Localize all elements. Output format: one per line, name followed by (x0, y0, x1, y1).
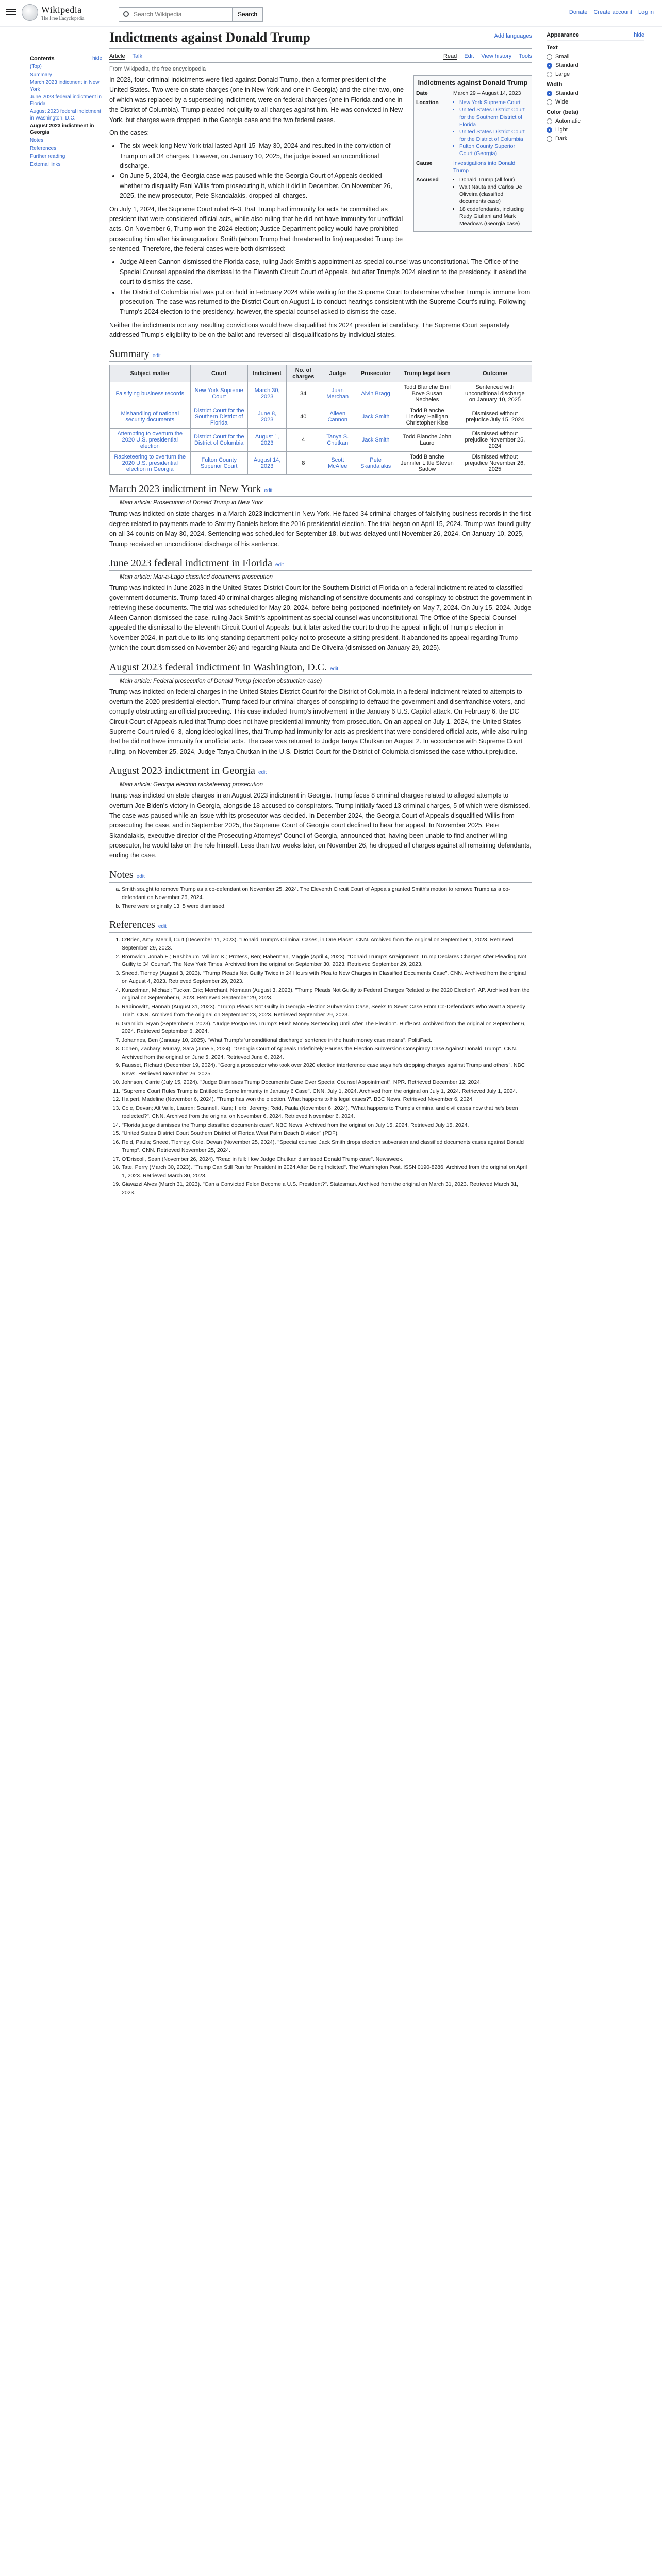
color-option-label: Automatic (555, 118, 581, 124)
color-option[interactable] (547, 118, 644, 124)
text-size-option[interactable] (547, 71, 644, 77)
table-cell: Fulton County Superior Court (190, 452, 247, 475)
section-paragraph: Trump was indicted in June 2023 in the United States District Court for the Southern District of Florida on a federal indictment related to classified government documents. Trump faced 40 criminal charges alleging mishandling of sensitive documents and conspiracy to obstruct the government in retrieving these documents. The trial was scheduled for May 20, 2024, before being postponed indefinitely on May 7, 2024. On July 15, 2024, Judge Aileen Cannon dismissed the case, ruling Jack Smith's appointment as special counsel was unconstitutional. The Office of the Special Counsel appealed the dismissal to the Eleventh Circuit Court of Appeals, but it later asked the court to drop the appeal in light of Trump's election in November 2024, in part due to its long-standing department policy not to prosecute a sitting president. It abandoned its appeal regarding Trump (which the court dismissed on November 26) and regarding Nauta and De Oliveira (dismissed on January 29, 2025). (109, 584, 532, 652)
table-row (110, 382, 532, 405)
reference-item: 1. O'Brien, Amy; Merrill, Curt (December 11, 2023). "Donald Trump's Criminal Cases, in One Place". CNN. Archived from the original on September 1, 2023. Retrieved September 29, 2023. (122, 936, 532, 953)
section-heading-text: June 2023 federal indictment in Florida (109, 557, 273, 569)
from-wikipedia: From Wikipedia, the free encyclopedia (109, 66, 206, 72)
table-cell: Pete Skandalakis (355, 452, 396, 475)
table-cell: 34 (287, 382, 320, 405)
table-cell: Falsifying business records (110, 382, 191, 405)
notes-list (109, 886, 532, 911)
reference-item: 8. Cohen, Zachary; Murray, Sara (June 5, 2024). "Georgia Court of Appeals Indefinitely Pauses the Election Subversion Conspiracy Case Against Donald Trump". CNN. Archived from the original on June 5, 2024. Retrieved June 6, 2024. (122, 1045, 532, 1062)
reference-item: 17. O'Driscoll, Sean (November 26, 2024). "Read in full: How Judge Chutkan dismissed Donald Trump case". Newsweek. (122, 1156, 532, 1164)
section-heading (109, 557, 532, 571)
color-option-label: Light (555, 127, 568, 133)
section-heading-text: August 2023 indictment in Georgia (109, 765, 255, 777)
width-option[interactable] (547, 90, 644, 96)
intro-paragraph: On the cases: (109, 129, 150, 137)
tab-tools[interactable]: Tools (519, 53, 532, 59)
toc-item[interactable]: References (30, 145, 57, 151)
section-paragraph: Trump was indicted on state charges in an August 2023 indictment in Georgia. Trump faces 8 criminal charges related to alleged attempts to overturn Joe Biden's victory in Georgia, alongside 18 accused co-conspirators. Trump initially faced 13 criminal charges, 5 of which were dismissed. The case was paused while an issue with its prosecutor was decided. In December 2024, the Georgia Court of Appeals disqualified Willis from prosecuting the case, and in September 2025, the Supreme Court of Georgia court declined to hear her appeal. In November 2025, Pete Skandalakis, executive director of the Prosecuting Attorneys' Council of Georgia, announced that, having been unable to find another willing prosecutor, he would take on the role himself. Less than two weeks later, on November 26, he dropped all charges against all remaining defendants, ending the case. (109, 792, 532, 859)
reference-item: 2. Bromwich, Jonah E.; Rashbaum, William K.; Protess, Ben; Haberman, Maggie (April 4, 2023). "Donald Trump's Arraignment: Trump Declares Charges After Pleading Not Guilty to 34 Counts". The New York Times. Archived from the original on September 30, 2023. Retrieved September 29, 2023. (122, 953, 532, 970)
section-paragraph: Trump was indicted on state charges in a March 2023 indictment in New York. He faced 34 criminal charges of falsifying business records in the first degree related to payments made to Stormy Daniels before the 2016 presidential election. The trial began on April 15, 2024. Trump was found guilty on all 34 counts on May 30, 2024. Sentencing was scheduled for September 18, but was delayed until November 26, 2024. On January 10, 2025, Trump received an unconditional discharge of his sentence. (109, 510, 531, 548)
table-cell: Juan Merchan (320, 382, 355, 405)
table-cell: Alvin Bragg (355, 382, 396, 405)
tab-read[interactable]: Read (443, 53, 457, 59)
toc-item[interactable]: August 2023 indictment in Georgia (30, 123, 94, 135)
color-option[interactable] (547, 127, 644, 133)
table-cell: District Court for the Southern District of Florida (190, 405, 247, 429)
table-header-row (110, 365, 532, 382)
infobox-locations (459, 99, 529, 157)
appearance-hide-button[interactable]: hide (634, 32, 644, 38)
table-cell: Dismissed without prejudice November 26, 2025 (458, 452, 532, 475)
width-label: Width (547, 81, 562, 88)
width-option-label: Standard (555, 90, 578, 96)
color-option-label: Dark (555, 135, 568, 142)
reference-item: 6. Gramlich, Ryan (September 6, 2023). "Judge Postpones Trump's Hush Money Sentencing Until After The Election". HuffPost. Archived from the original on September 6, 2024. Retrieved September 6, 2024. (122, 1020, 532, 1037)
text-size-option[interactable] (547, 62, 644, 69)
table-cell: Racketeering to overturn the 2020 U.S. presidential election in Georgia (110, 452, 191, 475)
list-item: • Judge Aileen Cannon dismissed the Florida case, ruling Jack Smith's appointment as special counsel was unconstitutional. The Office of the Special Counsel appealed the dismissal to the Eleventh Circuit Court of Appeals, but after Trump's 2024 election to the presidency, it asked the court to dismiss the case. (120, 257, 532, 287)
edit-section-link[interactable]: edit (329, 666, 338, 672)
table-row (110, 452, 532, 475)
table-cell: District Court for the District of Columbia (190, 429, 247, 452)
note-item: b. There were originally 13, 5 were dismissed. (122, 903, 532, 911)
list-item: • The six-week-long New York trial lasted April 15–May 30, 2024 and resulted in the conviction of Trump on all 34 charges. However, on January 10, 2025, the judge issued an unconditional discharge. (120, 141, 532, 171)
edit-section-link[interactable]: edit (136, 873, 145, 879)
edit-section-link[interactable]: edit (275, 562, 284, 568)
toc-item[interactable]: (Top) (30, 64, 42, 70)
text-size-option[interactable] (547, 54, 644, 60)
tab-edit[interactable]: Edit (464, 53, 474, 59)
intro-paragraph: On July 1, 2024, the Supreme Court ruled 6–3, that Trump had immunity for acts he committed as president that were considered official acts, while also ruling that he did not have immunity for unofficial acts. On November 6, Trump won the 2024 election; Justice Department policy would have prohibited prosecuting him after his inauguration; Smith (whom Trump had threatened to fire) requested Trump be sentenced. Therefore, the federal cases were both dismissed: (109, 205, 403, 252)
tab-talk[interactable]: Talk (132, 53, 143, 59)
reference-item: 11. "Supreme Court Rules Trump is Entitled to Some Immunity in January 6 Case". CNN. July 1, 2024. Archived from the original on July 1, 2024. Retrieved July 1, 2024. (122, 1088, 532, 1096)
reference-item: 12. Halpert, Madeline (November 6, 2024). "Trump has won the election. What happens to his legal cases?". BBC News. Retrieved November 6, 2024. (122, 1096, 532, 1104)
column-header: Court (190, 365, 247, 382)
section-heading-text: March 2023 indictment in New York (109, 483, 261, 495)
color-label: Color (beta) (547, 109, 578, 115)
wikipedia-logo[interactable] (22, 4, 84, 21)
page-title: Indictments against Donald Trump (109, 30, 532, 49)
reference-item: 18. Tate, Perry (March 30, 2023). "Trump Can Still Run for President in 2024 After Being Indicted". The Washington Post. ISSN 0190-8286. Archived from the original on April 1, 2023. Retrieved March 30, 2023. (122, 1164, 532, 1180)
article-content (109, 30, 532, 1197)
main-article-hatnote[interactable]: Main article: Prosecution of Donald Trump in New York (120, 500, 263, 506)
text-size-option-label: Large (555, 71, 570, 77)
infobox-accused-label: Accused (416, 176, 439, 183)
intro-paragraph: In 2023, four criminal indictments were filed against Donald Trump, then a former president of the United States. Two were on state charges (one in New York and one in Georgia) and the other two, one of which was replaced by a superseding indictment, were on federal charges (one in Florida and one in the District of Columbia). Trump pleaded not guilty to all charges against him. He was convicted in New York, but charges were dropped in the Georgia case and the two federal cases. (109, 76, 404, 124)
donate-link[interactable]: Donate (569, 9, 588, 15)
user-nav (569, 9, 654, 15)
table-cell: Jack Smith (355, 405, 396, 429)
radio-icon[interactable] (547, 63, 552, 69)
table-cell: March 30, 2023 (247, 382, 287, 405)
table-row (110, 405, 532, 429)
search-button[interactable]: Search (232, 7, 263, 22)
table-cell: Jack Smith (355, 429, 396, 452)
reference-item: 9. Fausset, Richard (December 19, 2024). "Georgia prosecutor who took over 2020 election interference case says he's dropping charges against Trump and others". NBC News. Retrieved November 26, 2025. (122, 1062, 532, 1078)
infobox-accused (459, 176, 529, 227)
globe-icon (22, 4, 38, 21)
reference-item: 19. Giavazzi Alves (March 31, 2023). "Can a Convicted Felon Become a U.S. President?". Statesman. Archived from the original on March 31, 2023. Retrieved March 31, 2023. (122, 1181, 532, 1197)
table-cell: Todd Blanche John Lauro (396, 429, 458, 452)
table-cell: Todd Blanche Jennifer Little Steven Sadow (396, 452, 458, 475)
notes-heading-text: Notes (109, 869, 134, 880)
edit-section-link[interactable]: edit (258, 770, 267, 776)
table-cell: Attempting to overturn the 2020 U.S. presidential election (110, 429, 191, 452)
table-of-contents (30, 56, 102, 170)
notes-heading (109, 869, 532, 883)
reference-item: 7. Johannes, Ben (January 10, 2025). "What Trump's 'unconditional discharge' sentence in the hush money case means". PolitiFact. (122, 1037, 532, 1045)
text-size-option-label: Small (555, 54, 570, 60)
width-option[interactable] (547, 99, 644, 105)
infobox-location-label: Location (416, 99, 439, 106)
list-item: • On June 5, 2024, the Georgia case was paused while the Georgia Court of Appeals decided whether to disqualify Fani Willis from prosecuting it, which it did in December. On November 26, 2025, the new prosecutor, Pete Skandalakis, dropped all charges. (120, 171, 532, 201)
reference-item: 5. Rabinowitz, Hannah (August 31, 2023). "Trump Pleads Not Guilty in Georgia Election Subversion Case, Seeks to Sever Case From Co-Defendants Who Want a Speedy Trial". CNN. Archived from the original on September 23, 2023. Retrieved September 29, 2023. (122, 1003, 532, 1020)
infobox-accused-item: • 18 codefendants, including Rudy Giuliani and Mark Meadows (Georgia case) (459, 206, 529, 228)
table-cell: Scott McAfee (320, 452, 355, 475)
infobox-location-item[interactable]: • United States District Court for the Southern District of Florida (459, 106, 529, 128)
width-option-label: Wide (555, 99, 569, 105)
languages-button[interactable]: Add languages (494, 33, 532, 39)
text-size-option-label: Standard (555, 62, 578, 69)
toc-hide-button[interactable]: hide (92, 56, 102, 61)
toc-item[interactable]: June 2023 federal indictment in Florida (30, 94, 102, 107)
toc-item[interactable]: Notes (30, 138, 44, 143)
column-header: Trump legal team (396, 365, 458, 382)
infobox-date: March 29 – August 14, 2023 (453, 90, 521, 96)
search-box (119, 7, 263, 22)
reference-item: 3. Sneed, Tierney (August 3, 2023). "Trump Pleads Not Guilty Twice in 24 Hours with Plea to New Charges in Classified Documents Case". CNN. Archived from the original on August 4, 2023. Retrieved September 29, 2023. (122, 970, 532, 986)
list-item: • The District of Columbia trial was put on hold in February 2024 while waiting for the Supreme Court to determine whether Trump is immune from prosecution. The case was returned to the District Court on August 1 to conduct hearings consistent with the Supreme Court's ruling. Following Trump's 2024 election to the presidency, however, the special counsel asked to dismiss the case. (120, 287, 532, 317)
summary-table (109, 365, 532, 475)
table-cell: New York Supreme Court (190, 382, 247, 405)
column-header: Judge (320, 365, 355, 382)
column-header: Outcome (458, 365, 532, 382)
note-item: a. Smith sought to remove Trump as a co-defendant on November 25, 2024. The Eleventh Circuit Court of Appeals granted Smith's motion to remove Trump as a co-defendant on November 26, 2024. (122, 886, 532, 902)
main-menu-icon[interactable] (6, 7, 16, 15)
radio-icon[interactable] (547, 136, 552, 142)
reference-item: 4. Kunzelman, Michael; Tucker, Eric; Merchant, Nomaan (August 3, 2023). "Trump Pleads Not Guilty to Federal Charges Related to the 2020 Election". AP. Archived from the original on September 6, 2023. Retrieved September 29, 2023. (122, 987, 532, 1003)
toc-title: Contents (30, 56, 55, 62)
section-heading-text: August 2023 federal indictment in Washington, D.C. (109, 661, 327, 673)
table-cell: Dismissed without prejudice July 15, 2024 (458, 405, 532, 429)
table-cell: Todd Blanche Lindsey Halligan Christopher Kise (396, 405, 458, 429)
radio-icon[interactable] (547, 127, 552, 133)
table-cell: August 14, 2023 (247, 452, 287, 475)
table-cell: Aileen Cannon (320, 405, 355, 429)
tab-article[interactable]: Article (109, 53, 125, 59)
infobox-cause[interactable]: Investigations into Donald Trump (453, 160, 516, 174)
summary-heading (109, 348, 532, 362)
infobox-location-item[interactable]: • Fulton County Superior Court (Georgia) (459, 143, 529, 157)
infobox (413, 75, 532, 232)
wordmark: Wikipedia (41, 4, 82, 15)
infobox-date-label: Date (416, 90, 428, 96)
table-cell: Tanya S. Chutkan (320, 429, 355, 452)
table-cell: Todd Blanche Emil Bove Susan Necheles (396, 382, 458, 405)
references-heading-text: References (109, 919, 155, 930)
create-account-link[interactable]: Create account (593, 9, 633, 15)
radio-icon[interactable] (547, 91, 552, 96)
section-heading (109, 765, 532, 778)
edit-section-link[interactable]: edit (152, 353, 161, 359)
infobox-title: Indictments against Donald Trump (418, 79, 528, 87)
table-cell: August 1, 2023 (247, 429, 287, 452)
appearance-panel (547, 32, 644, 144)
reference-item: 13. Cole, Devan; Alt Valle, Lauren; Scannell, Kara; Herb, Jeremy; Reid, Paula (November 6, 2024). "What happens to Trump's criminal and civil cases now that he's been reelected?". CNN. Archived from the original on November 6, 2024. Retrieved November 6, 2024. (122, 1105, 532, 1121)
table-cell: 8 (287, 452, 320, 475)
table-cell: Sentenced with unconditional discharge on January 10, 2025 (458, 382, 532, 405)
section-paragraph: Trump was indicted on federal charges in the United States District Court for the District of Columbia in a federal indictment related to attempts to overturn the 2020 presidential election. Trump faced four criminal charges of conspiring to defraud the government and disenfranchise voters, and corruptly obstructing an official proceeding. This case included Trump's involvement in the January 6 U.S. Capitol attack. On February 6, the DC Circuit Court of Appeals ruled that Trump does not have presidential immunity from prosecution. On an appeal on July 1, 2024, the United States Supreme Court ruled 6–3, along ideological lines, that Trump had immunity for acts as president that were considered official acts, while also ruling that he did not have immunity for unofficial acts. The case was returned to Judge Tanya Chutkan on August 2. In accordance with Supreme Court ruling, on November 25, 2024, Judge Tanya Chutkan in the U.S. District Court for the District of Columbia dismissed the case without prejudice. (109, 688, 527, 755)
tagline: The Free Encyclopedia (41, 15, 85, 21)
login-link[interactable]: Log in (638, 9, 654, 15)
infobox-location-item[interactable]: • United States District Court for the District of Columbia (459, 128, 529, 143)
section-heading (109, 483, 532, 497)
tab-view-history[interactable]: View history (481, 53, 512, 59)
toc-item[interactable]: March 2023 indictment in New York (30, 80, 100, 92)
appearance-title: Appearance (547, 32, 579, 38)
intro-paragraph: Neither the indictments nor any resulting convictions would have disqualified his 2024 presidential candidacy. The Supreme Court separately addressed Trump's eligibility to be on the ballot and reversed all disqualifications by individual states. (109, 321, 510, 338)
color-option[interactable] (547, 135, 644, 142)
site-header (0, 0, 662, 27)
main-article-hatnote[interactable]: Main article: Mar-a-Lago classified documents prosecution (120, 573, 273, 580)
reference-item: 10. Johnson, Carrie (July 15, 2024). "Judge Dismisses Trump Documents Case Over Special Counsel Appointment". NPR. Retrieved December 12, 2024. (122, 1079, 532, 1087)
infobox-location-item[interactable]: • New York Supreme Court (459, 99, 529, 106)
toc-item[interactable]: External links (30, 161, 61, 167)
edit-section-link[interactable]: edit (158, 924, 167, 929)
search-input[interactable] (119, 8, 231, 21)
references-heading (109, 919, 532, 933)
main-article-hatnote[interactable]: Main article: Georgia election racketeering prosecution (120, 782, 263, 788)
reference-item: 16. Reid, Paula; Sneed, Tierney; Cole, Devan (November 25, 2024). "Special counsel Jack Smith drops election subversion and classified documents cases against Donald Trump". CNN. Retrieved November 25, 2024. (122, 1139, 532, 1155)
toc-item[interactable]: Summary (30, 72, 52, 78)
column-header: Subject matter (110, 365, 191, 382)
infobox-accused-item: • Walt Nauta and Carlos De Oliveira (classified documents case) (459, 183, 529, 206)
dismissal-list (120, 257, 532, 317)
text-size-label: Text (547, 45, 558, 51)
radio-icon[interactable] (547, 118, 552, 124)
radio-icon[interactable] (547, 54, 552, 60)
main-article-hatnote[interactable]: Main article: Federal prosecution of Donald Trump (election obstruction case) (120, 677, 322, 684)
infobox-cause-label: Cause (416, 160, 433, 166)
reference-item: 15. "United States District Court Southern District of Florida West Palm Beach Division" (PDF). (122, 1130, 532, 1138)
search-icon (123, 11, 129, 17)
section-heading (109, 662, 532, 675)
table-cell: 4 (287, 429, 320, 452)
radio-icon[interactable] (547, 99, 552, 105)
column-header: Prosecutor (355, 365, 396, 382)
edit-section-link[interactable]: edit (264, 488, 273, 494)
infobox-accused-item: • Donald Trump (all four) (459, 176, 529, 183)
radio-icon[interactable] (547, 72, 552, 77)
references-list (109, 936, 532, 1197)
reference-item: 14. "Florida judge dismisses the Trump classified documents case". NBC News. Archived from the original on July 15, 2024. Retrieved July 15, 2024. (122, 1122, 532, 1130)
summary-heading-text: Summary (109, 348, 150, 360)
toc-item[interactable]: Further reading (30, 154, 65, 159)
table-cell: June 8, 2023 (247, 405, 287, 429)
table-cell: Dismissed without prejudice November 25, 2024 (458, 429, 532, 452)
toc-item[interactable]: August 2023 federal indictment in Washington, D.C. (30, 109, 101, 121)
column-header: No. of charges (287, 365, 320, 382)
page-tabs (109, 53, 532, 63)
table-cell: Mishandling of national security documents (110, 405, 191, 429)
table-row (110, 429, 532, 452)
table-cell: 40 (287, 405, 320, 429)
column-header: Indictment (247, 365, 287, 382)
